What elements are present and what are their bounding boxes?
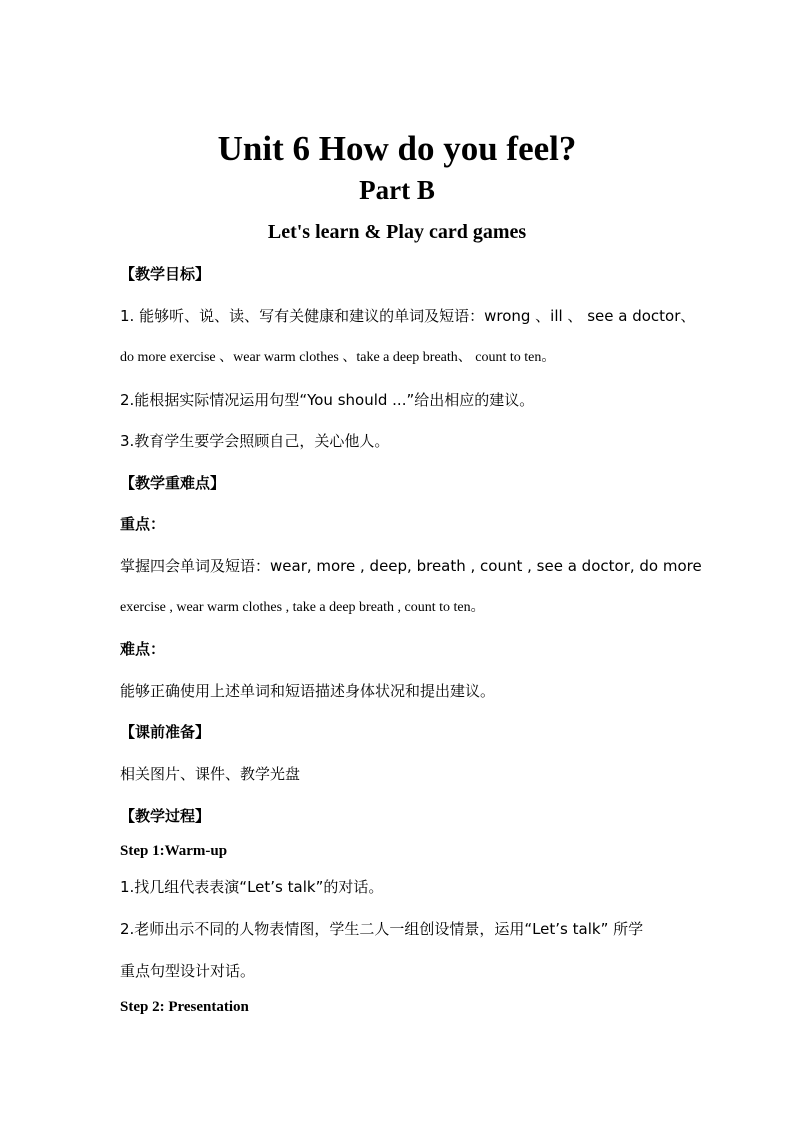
objective-1-line-1: 1. 能够听、说、读、写有关健康和建议的单词及短语：wrong 、ill 、 see a doctor、 [120, 307, 696, 325]
preparation-heading: 【课前准备】 [120, 723, 211, 741]
key-points-heading: 【教学重难点】 [120, 474, 226, 492]
objectives-heading: 【教学目标】 [120, 265, 211, 283]
step-1-title: Step 1:Warm-up [120, 843, 228, 859]
focus-label: 重点： [120, 515, 166, 533]
part-title: Part B [359, 175, 435, 205]
difficulty-text: 能够正确使用上述单词和短语描述身体状况和提出建议。 [120, 682, 496, 700]
step-2-title: Step 2: Presentation [120, 999, 249, 1015]
objective-2: 2.能根据实际情况运用句型“You should ...”给出相应的建议。 [120, 391, 535, 409]
objective-3: 3.教育学生要学会照顾自己，关心他人。 [120, 432, 390, 450]
step-1-item-2-line-1: 2.老师出示不同的人物表情图，学生二人一组创设情景，运用“Let’s talk” 所学 [120, 920, 644, 938]
difficulty-label: 难点： [120, 640, 166, 658]
step-1-item-1: 1.找几组代表表演“Let’s talk”的对话。 [120, 878, 384, 896]
process-heading: 【教学过程】 [120, 807, 211, 825]
objective-1-line-2: do more exercise 、wear warm clothes 、take a deep breath、 count to ten。 [120, 350, 556, 365]
focus-text-line-1: 掌握四会单词及短语：wear, more , deep, breath , count , see a doctor, do more [120, 557, 702, 575]
unit-title: Unit 6 How do you feel? [217, 129, 577, 168]
focus-text-line-2: exercise , wear warm clothes , take a deep breath , count to ten。 [120, 600, 485, 615]
preparation-text: 相关图片、课件、教学光盘 [120, 765, 301, 783]
lesson-subtitle: Let's learn & Play card games [267, 221, 527, 243]
step-1-item-2-line-2: 重点句型设计对话。 [120, 962, 256, 980]
